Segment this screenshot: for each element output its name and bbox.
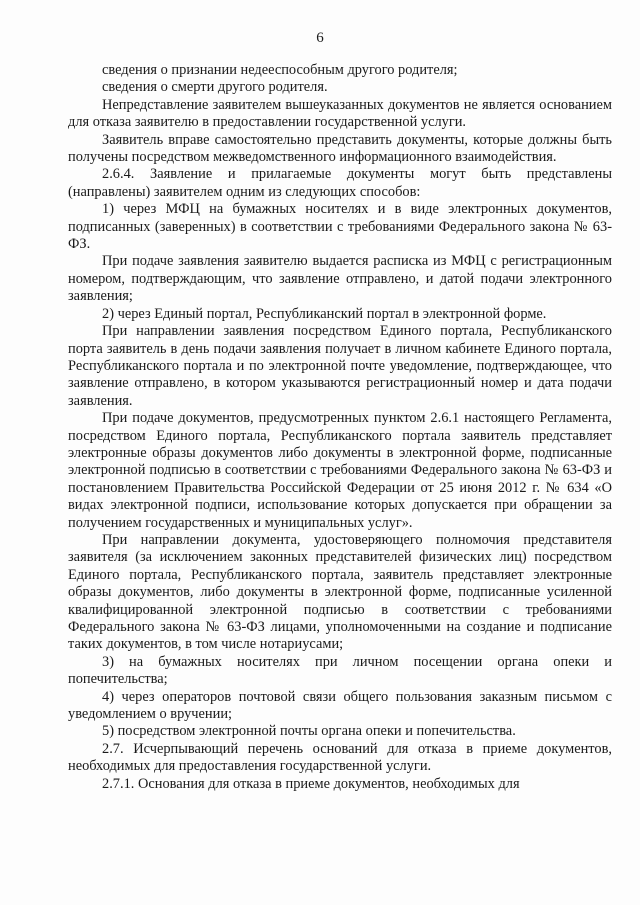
paragraph-method-1-mfc: 1) через МФЦ на бумажных носителях и в виде электронных документов, подписанных (заверенных) в соответствии с требованиями Федерального закона № 63-ФЗ.	[68, 201, 612, 253]
paragraph-electronic-submission: При подаче документов, предусмотренных пунктом 2.6.1 настоящего Регламента, посредством Единого портала, Республиканского портала заявитель представляет электронные образы документов либо документы в электронной форме, подписанные электронной подписью в соответствии с требованиями Федерального закона № 63-ФЗ и постановлением Правительства Российской Федерации от 25 июня 2012 г. № 634 «О видах электронной подписи, использование которых допускается при обращении за получением государственных и муниципальных услуг».	[68, 410, 612, 531]
paragraph-incapacity-info: сведения о признании недееспособным другого родителя;	[102, 62, 458, 78]
paragraph-mfc-receipt: При подаче заявления заявителю выдается расписка из МФЦ с регистрационным номером, подтверждающим, что заявление отправлено, и датой подачи электронного заявления;	[68, 253, 612, 305]
paragraph-death-info: сведения о смерти другого родителя.	[102, 79, 328, 96]
paragraph-method-5-email: 5) посредством электронной почты органа опеки и попечительства.	[102, 723, 516, 740]
document-body	[68, 62, 612, 793]
paragraph-method-3-paper: 3) на бумажных носителях при личном посещении органа опеки и попечительства;	[68, 653, 612, 688]
paragraph-2-6-4: 2.6.4. Заявление и прилагаемые документы могут быть представлены (направлены) заявителем одним из следующих способов:	[68, 166, 612, 200]
paragraph-nonsubmission: Непредставление заявителем вышеуказанных документов не является основанием для отказа заявителю в предоставлении государственной услуги.	[68, 96, 612, 131]
paragraph-method-2-portal: 2) через Единый портал, Республиканский портал в электронной форме.	[102, 305, 547, 322]
paragraph-applicant-right: Заявитель вправе самостоятельно представить документы, которые должны быть получены посредством межведомственного информационного взаимодействия.	[68, 131, 612, 166]
paragraph-2-7-1: 2.7.1. Основания для отказа в приеме документов, необходимых для	[102, 775, 520, 792]
paragraph-2-7: 2.7. Исчерпывающий перечень оснований для отказа в приеме документов, необходимых для предоставления государственной услуги.	[68, 740, 612, 775]
paragraph-method-4-post: 4) через операторов почтовой связи общего пользования заказным письмом с уведомлением о вручении;	[68, 688, 612, 723]
paragraph-portal-notification: При направлении заявления посредством Единого портала, Республиканского порта заявитель в день подачи заявления получает в личном кабинете Единого портала, Республиканского портала и по электронной почте уведомление, подтверждающее, что заявление отправлено, в котором указываются регистрационный номер и дата подачи заявления.	[68, 323, 612, 409]
page-number: 6	[316, 30, 324, 46]
paragraph-representative-document: При направлении документа, удостоверяющего полномочия представителя заявителя (за исключением законных представителей физических лиц) посредством Единого портала, Республиканского портала, заявитель представляет электронные образы документов, либо документы в электронной форме, подписанные усиленной квалифицированной электронной подписью в соответствии с требованиями Федерального закона № 63-ФЗ лицами, уполномоченными на создание и подписание таких документов, в том числе нотариусами;	[68, 531, 612, 653]
